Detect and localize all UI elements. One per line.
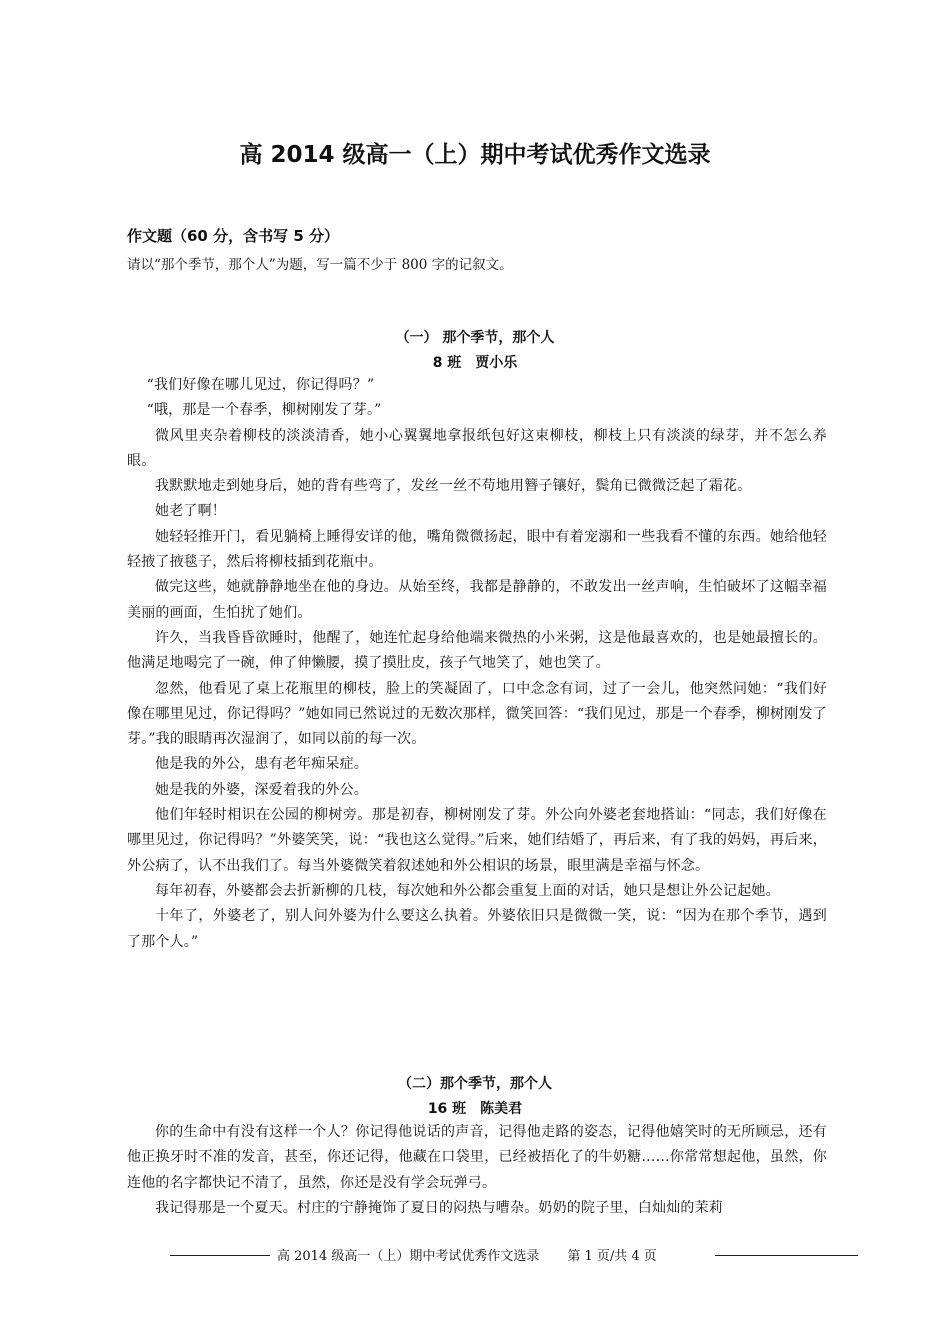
paragraph: “我们好像在哪儿见过，你记得吗？” (146, 377, 375, 393)
paragraph: 我记得那是一个夏天。村庄的宁静掩饰了夏日的闷热与嘈杂。奶奶的院子里，白灿灿的茉莉 (155, 1199, 723, 1216)
essay-2-author: 16 班 陈美君 (427, 1101, 523, 1117)
footer-rule-left (170, 1255, 270, 1256)
prompt-heading: 作文题（60 分，含书写 5 分） (127, 227, 339, 245)
footer-text (277, 1245, 657, 1264)
paragraph: 做完这些，她就静静地坐在他的身边。从始至终，我都是静静的，不敢发出一丝声响，生怕破坏了这幅幸福美丽的画面，生怕扰了她们。 (127, 579, 827, 621)
prompt-text: 请以“那个季节，那个人”为题，写一篇不少于 800 字的记叙文。 (127, 257, 513, 273)
paragraph: 微风里夹杂着柳枝的淡淡清香，她小心翼翼地拿报纸包好这束柳枝，柳枝上只有淡淡的绿芽，并不怎么养眼。 (127, 427, 827, 469)
paragraph: 忽然，他看见了桌上花瓶里的柳枝，脸上的笑凝固了，口中念念有词，过了一会儿，他突然问她：“我们好像在哪里见过，你记得吗？”她如同已然说过的无数次那样，微笑回答：“我们见过，那是一个春季，柳树刚发了芽。”我的眼睛再次湿润了，如同以前的每一次。 (127, 680, 827, 748)
paragraph: 他们年轻时相识在公园的柳树旁。那是初春，柳树刚发了芽。外公向外婆老套地搭讪：“同志，我们好像在哪里见过，你记得吗？”外婆笑笑，说：“我也这么觉得。”后来，她们结婚了，再后来，有了我的妈妈，再后来，外公病了，认不出我们了。每当外婆微笑着叙述她和外公相识的场景，眼里满是幸福与怀念。 (127, 807, 827, 874)
essay-1-body (127, 373, 827, 955)
paragraph: 她轻轻推开门，看见躺椅上睡得安详的他，嘴角微微扬起，眼中有着宠溺和一些我看不懂的东西。她给他轻轻掖了掖毯子，然后将柳枝插到花瓶中。 (127, 528, 827, 571)
paragraph: 我默默地走到她身后，她的背有些弯了，发丝一丝不苟地用簪子镶好，鬓角已微微泛起了霜花。 (155, 478, 752, 495)
footer-rule-right (715, 1255, 858, 1256)
paragraph: 十年了，外婆老了，别人问外婆为什么要这么执着。外婆依旧只是微微一笑，说：“因为在那个季节，遇到了那个人。” (127, 908, 827, 950)
page-number: 第 1 页/共 4 页 (567, 1249, 657, 1264)
paragraph: 她是我的外婆，深爱着我的外公。 (155, 781, 368, 798)
paragraph: 许久，当我昏昏欲睡时，他醒了，她连忙起身给他端来微热的小米粥，这是他最喜欢的，也是她最擅长的。他满足地喝完了一碗，伸了伸懒腰，摸了摸肚皮，孩子气地笑了，她也笑了。 (127, 629, 827, 672)
paragraph: 她老了啊！ (155, 503, 226, 520)
page-footer (0, 1245, 950, 1265)
paragraph: 他是我的外公，患有老年痴呆症。 (155, 756, 368, 773)
footer-doc-title: 高 2014 级高一（上）期中考试优秀作文选录 (277, 1249, 540, 1264)
paragraph: 每年初春，外婆都会去折新柳的几枝，每次她和外公都会重复上面的对话，她只是想让外公记起她。 (155, 882, 780, 899)
document-title: 高 2014 级高一（上）期中考试优秀作文选录 (239, 142, 711, 168)
essay-1-title: （一） 那个季节，那个人 (395, 330, 555, 346)
essay-1-author: 8 班 贾小乐 (432, 355, 518, 371)
paragraph: 你的生命中有没有这样一个人？你记得他说话的声音，记得他走路的姿态，记得他嬉笑时的无所顾忌，还有他正换牙时不准的发音，甚至，你还记得，他藏在口袋里，已经被捂化了的牛奶糖……你常常想起他，虽然，你连他的名字都快记不清了，虽然，你还是没有学会玩弹弓。 (127, 1124, 827, 1191)
essay-2-title: （二）那个季节，那个人 (398, 1076, 552, 1092)
paragraph: “哦，那是一个春季，柳树刚发了芽。” (146, 402, 382, 419)
essay-2-body (127, 1120, 827, 1221)
